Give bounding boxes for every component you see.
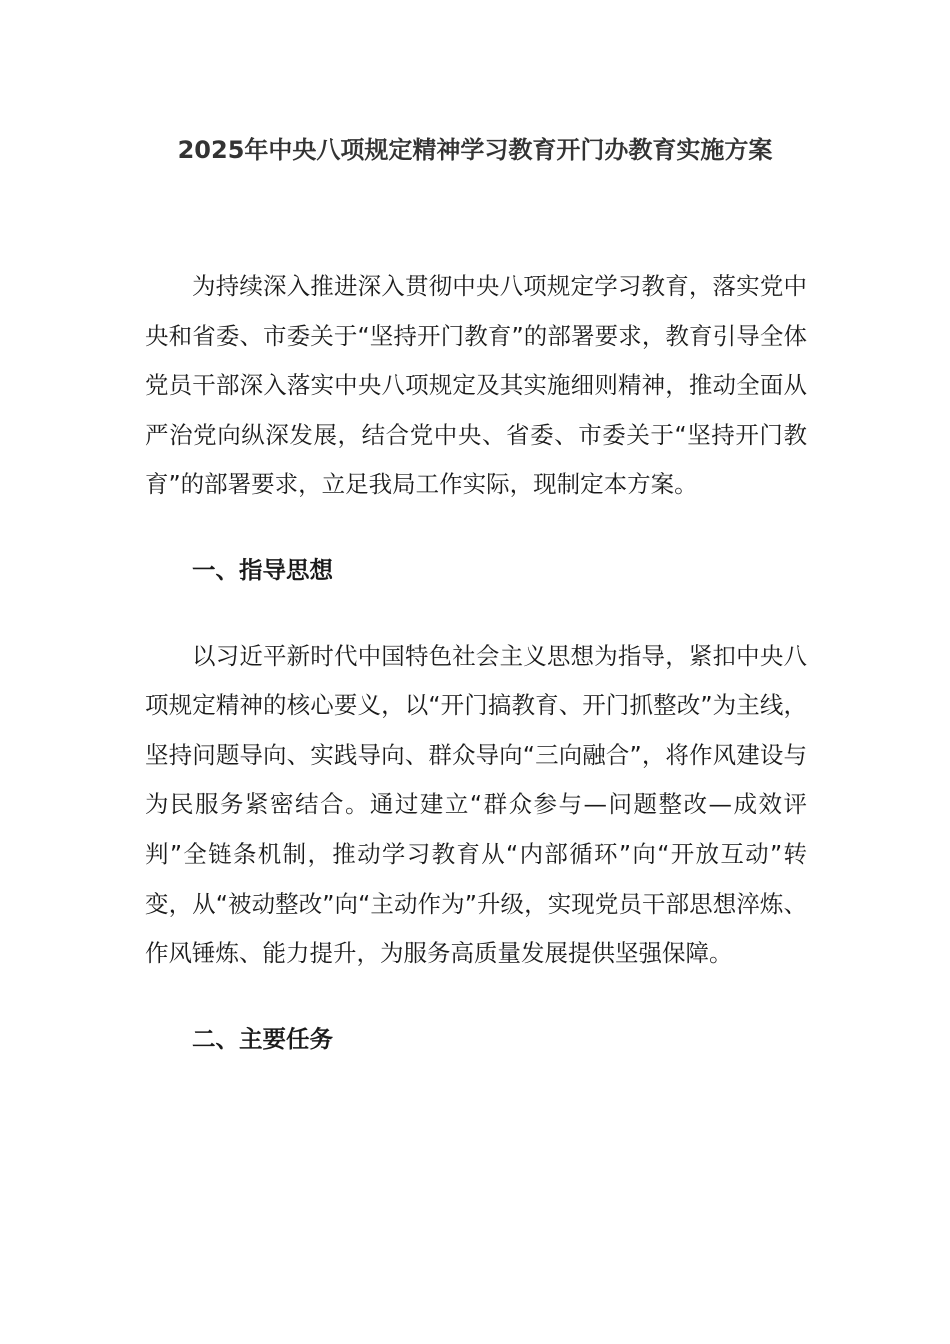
guiding-ideology-paragraph: 以习近平新时代中国特色社会主义思想为指导，紧扣中央八项规定精神的核心要义，以“开门搞教育、开门抓整改”为主线，坚持问题导向、实践导向、群众导向“三向融合”，将作风建设与为民服务紧密结合。通过建立“群众参与—问题整改—成效评判”全链条机制，推动学习教育从“内部循环”向“开放互动”转变，从“被动整改”向“主动作为”升级，实现党员干部思想淬炼、作风锤炼、能力提升，为服务高质量发展提供坚强保障。	[145, 641, 807, 968]
section-heading-guiding-ideology: 一、指导思想	[192, 555, 333, 584]
spacer	[145, 596, 807, 632]
intro-paragraph: 为持续深入推进深入贯彻中央八项规定学习教育，落实党中央和省委、市委关于“坚持开门教育”的部署要求，教育引导全体党员干部深入落实中央八项规定及其实施细则精神，推动全面从严治党向纵深发展，结合党中央、省委、市委关于“坚持开门教育”的部署要求，立足我局工作实际，现制定本方案。	[145, 272, 807, 499]
section-heading-main-tasks: 二、主要任务	[192, 1024, 333, 1053]
spacer	[145, 510, 807, 546]
document-title: 2025年中央八项规定精神学习教育开门办教育实施方案	[177, 136, 773, 164]
document-body	[145, 262, 807, 1064]
spacer	[145, 979, 807, 1015]
